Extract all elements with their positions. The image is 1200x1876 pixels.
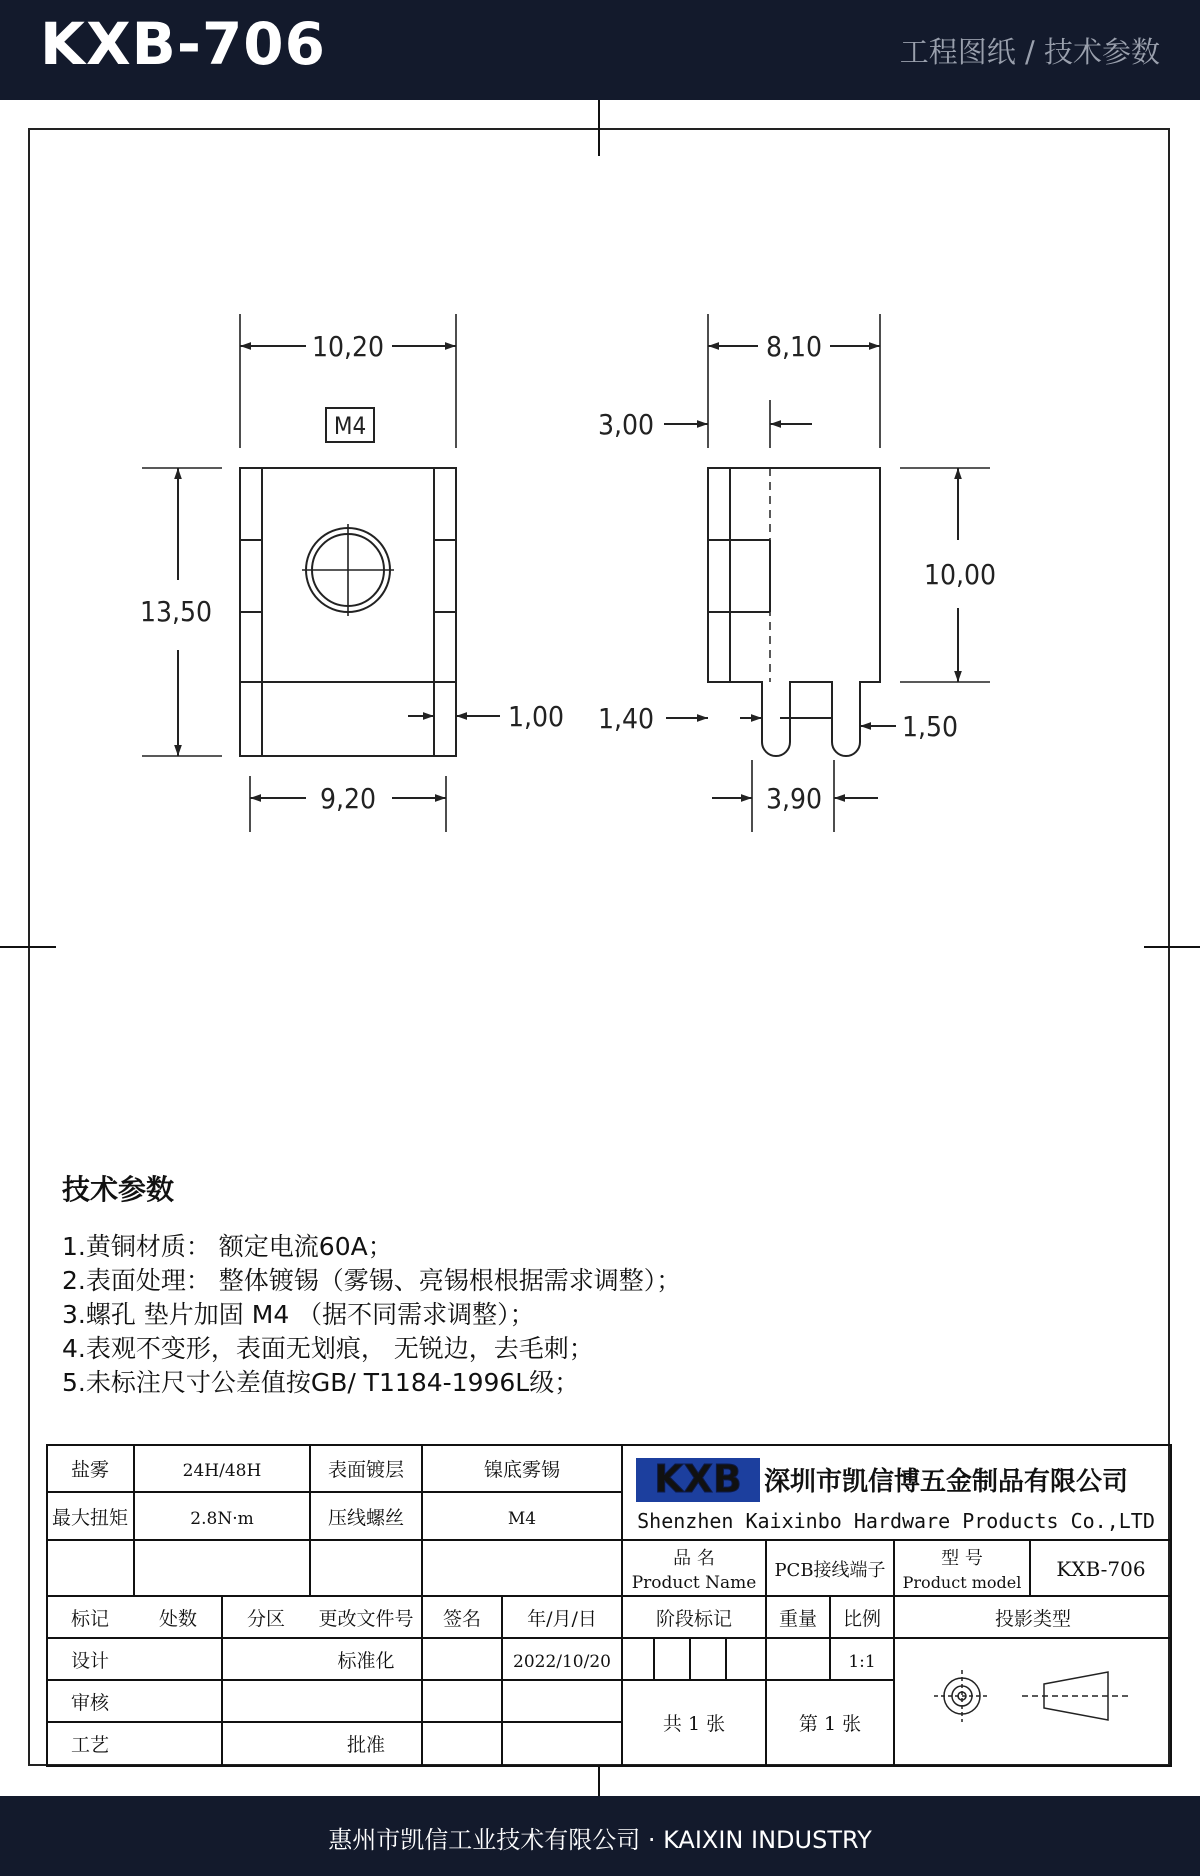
col-header-change-doc: 更改文件号 [318, 1608, 414, 1630]
total-sheets: 共 1 张 [662, 1713, 726, 1735]
col-header-signature: 签名 [442, 1608, 482, 1630]
approve-label: 批准 [346, 1734, 386, 1756]
sheet-number: 第 1 张 [798, 1713, 862, 1735]
process-label: 工艺 [70, 1734, 110, 1756]
product-name-en: Product Name [631, 1573, 757, 1593]
col-header-date: 年/月/日 [527, 1608, 597, 1630]
technical-drawing [0, 260, 1200, 1160]
product-model-cn: 型 号 [941, 1548, 983, 1569]
dim-side-offset: 3,00 [598, 408, 655, 441]
spec-item: 3.螺孔 垫片加固 M4 （据不同需求调整）； [62, 1300, 535, 1329]
review-label: 审核 [70, 1692, 110, 1714]
screw-tag: M4 [333, 412, 367, 440]
scale-value: 1:1 [848, 1652, 876, 1672]
salt-spray-value: 24H/48H [182, 1461, 262, 1481]
projection-symbol [934, 1670, 1128, 1722]
product-model-en: Product model [902, 1573, 1022, 1592]
dim-front-height: 13,50 [139, 595, 213, 628]
date-value: 2022/10/20 [513, 1652, 611, 1672]
dim-plate-thickness: 1,00 [508, 700, 565, 733]
center-mark-bottom [598, 1766, 600, 1796]
design-label: 设计 [70, 1650, 110, 1672]
spec-item: 2.表面处理： 整体镀锡（雾锡、亮锡根根据需求调整）； [62, 1266, 682, 1295]
header-bar [0, 0, 1200, 100]
company-logo [636, 1457, 760, 1502]
dim-front-top-width: 10,20 [311, 330, 385, 363]
header-subtitle: 工程图纸 / 技术参数 [899, 35, 1160, 69]
plating-label: 表面镀层 [327, 1459, 405, 1481]
screw-value: M4 [507, 1509, 537, 1529]
salt-spray-label: 盐雾 [70, 1459, 110, 1481]
product-name-cn: 品 名 [673, 1548, 715, 1569]
standardize-label: 标准化 [337, 1650, 395, 1672]
title-block [46, 1444, 1172, 1767]
spec-item: 5.未标注尺寸公差值按GB/ T1184-1996L级； [62, 1368, 580, 1397]
product-name-value: PCB接线端子 [774, 1560, 886, 1581]
col-header-count: 处数 [158, 1608, 198, 1630]
col-header-mark: 标记 [70, 1608, 110, 1630]
footer-text: 惠州市凯信工业技术有限公司 · KAIXIN INDUSTRY [328, 1826, 872, 1854]
scale-label: 比例 [842, 1608, 882, 1630]
torque-label: 最大扭矩 [51, 1507, 129, 1529]
company-name-cn: 深圳市凯信博五金制品有限公司 [764, 1467, 1129, 1497]
front-view [139, 314, 500, 832]
model-number: KXB-706 [40, 10, 327, 78]
dim-side-top-width: 8,10 [765, 330, 823, 363]
plating-value: 镍底雾锡 [483, 1459, 561, 1481]
torque-value: 2.8N·m [190, 1509, 254, 1529]
dim-side-height: 10,00 [923, 558, 997, 591]
center-mark-top [598, 100, 600, 156]
col-header-zone: 分区 [246, 1608, 286, 1630]
projection-label: 投影类型 [994, 1608, 1072, 1630]
product-model-value: KXB-706 [1056, 1557, 1146, 1581]
dim-pin-pitch: 3,90 [765, 782, 823, 815]
dim-pin-left: 1,40 [598, 702, 655, 735]
company-name-en: Shenzhen Kaixinbo Hardware Products Co.,LTD [637, 1509, 1155, 1533]
weight-label: 重量 [778, 1608, 818, 1630]
specs-title: 技术参数 [62, 1173, 175, 1206]
spec-item: 4.表观不变形，表面无划痕， 无锐边，去毛刺； [62, 1334, 594, 1363]
svg-text:KXB: KXB [654, 1457, 742, 1501]
dim-pin-right: 1,50 [902, 710, 959, 743]
footer-bar [0, 1796, 1200, 1876]
specs-list [62, 1230, 681, 1400]
dim-front-bottom-width: 9,20 [319, 782, 377, 815]
stage-mark-label: 阶段标记 [655, 1608, 733, 1630]
screw-label: 压线螺丝 [327, 1507, 405, 1529]
spec-item: 1.黄铜材质： 额定电流60A； [62, 1232, 393, 1261]
